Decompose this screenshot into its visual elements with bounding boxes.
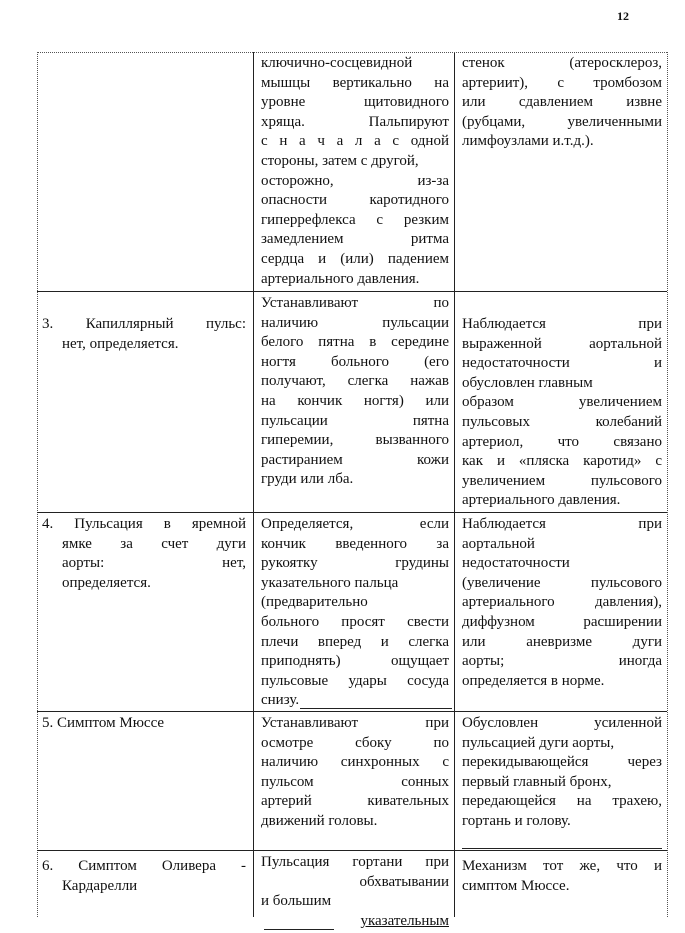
text-line: первый главный бронх,	[462, 773, 612, 790]
row-1-method	[261, 54, 449, 289]
row-3-sign	[42, 515, 246, 593]
text-line: рукоятку грудины	[261, 555, 449, 572]
text-line: артериол, что связано	[462, 433, 662, 450]
row-3-method	[261, 515, 449, 711]
text-line: Устанавливают по	[261, 295, 449, 311]
row-3-meaning	[462, 515, 662, 691]
row-5-method	[261, 853, 449, 931]
text-line: снизу.	[261, 692, 300, 709]
text-line: определяется в норме.	[462, 672, 605, 689]
text-line: приподнять) ощущает	[261, 653, 449, 670]
text-line: нет, определяется.	[62, 335, 179, 352]
text-line: артериального давления.	[462, 492, 621, 509]
text-line: (увеличение пульсового	[462, 574, 662, 591]
text-line: 6. Симптом Оливера -	[42, 858, 246, 874]
underline-rule	[462, 848, 662, 849]
text-line: гиперемии, вызванного	[261, 432, 449, 449]
text-line: ключично-сосцевидной	[261, 55, 413, 71]
text-line: Устанавливают при	[261, 715, 449, 731]
text-line: сердца и (или) падением	[261, 250, 449, 267]
text-line: Пульсация гортани при	[261, 854, 449, 870]
text-line: артериального давления),	[462, 594, 662, 611]
text-line: груди или лба.	[261, 471, 354, 488]
text-line: артериит), с тромбозом	[462, 74, 662, 91]
text-line: осмотре сбоку по	[261, 734, 449, 751]
text-line: аорты: нет,	[62, 555, 246, 572]
text-line: 4. Пульсация в яремной	[42, 516, 246, 532]
text-line: (предварительно	[261, 594, 368, 611]
text-line: ямке за счет дуги	[62, 535, 246, 552]
text-line: гиперрефлекса с резким	[261, 211, 449, 228]
text-line: пульсом сонных	[261, 773, 449, 790]
text-line: образом увеличением	[462, 394, 662, 411]
text-line: недостаточности и	[462, 355, 662, 372]
text-line: стороны, затем с другой,	[261, 152, 419, 169]
text-line: и большим	[261, 893, 332, 910]
row-5-sign	[42, 857, 246, 896]
text-line: Наблюдается при	[462, 316, 662, 332]
text-line: Наблюдается при	[462, 516, 662, 532]
underline-rule	[264, 929, 334, 930]
text-line: артериального давления.	[261, 270, 420, 287]
text-line: хряща. Пальпируют	[261, 113, 449, 130]
column-divider-2	[454, 52, 455, 917]
text-line: гортань и голову.	[462, 812, 571, 829]
text-line: движений головы.	[261, 812, 378, 829]
text-line: наличию пульсации	[261, 314, 449, 331]
row-divider	[37, 291, 667, 292]
text-line: осторожно, из-за	[261, 172, 449, 189]
text-line: уровне щитовидного	[261, 94, 449, 111]
column-divider-1	[253, 52, 254, 917]
text-line: перекидывающейся через	[462, 754, 662, 771]
row-2-meaning	[462, 315, 662, 511]
text-line: пульсацией дуги аорты,	[462, 734, 615, 751]
text-line: аортальной	[462, 535, 535, 552]
row-divider	[37, 711, 667, 712]
text-line: увеличением пульсового	[462, 472, 662, 489]
text-line: 5. Симптом Мюссе	[42, 715, 165, 731]
text-line: ногтя больного (его	[261, 353, 449, 370]
table-border-left	[37, 52, 38, 917]
text-line: растиранием кожи	[261, 451, 449, 468]
row-4-sign	[42, 714, 246, 734]
text-line: с н а ч а л а с одной	[261, 133, 449, 150]
text-line: симптом Мюссе.	[462, 877, 570, 894]
row-2-sign	[42, 315, 246, 354]
text-line: (рубцами, увеличенными	[462, 113, 662, 130]
text-line: получают, слегка нажав	[261, 373, 449, 390]
text-line: кончик введенного за	[261, 535, 449, 552]
text-line: определяется.	[62, 574, 151, 591]
text-line: Обусловлен усиленной	[462, 715, 662, 731]
text-line: мышцы вертикально на	[261, 74, 449, 91]
text-line: белого пятна в середине	[261, 334, 449, 351]
text-line: опасности каротидного	[261, 192, 449, 209]
text-line: наличию синхронных с	[261, 754, 449, 771]
table-top-border	[37, 52, 667, 53]
text-line: передающейся на трахею,	[462, 793, 662, 810]
text-line: пульсовых колебаний	[462, 413, 662, 430]
row-5-meaning	[462, 857, 662, 896]
text-line: Определяется, если	[261, 516, 449, 532]
text-line: артерий кивательных	[261, 793, 449, 810]
row-4-method	[261, 714, 449, 832]
text-line: недостаточности	[462, 555, 570, 572]
text-line: указательным	[360, 912, 449, 929]
table-border-right	[667, 52, 668, 917]
text-line: обусловлен главным	[462, 374, 593, 391]
text-line: замедлением ритма	[261, 231, 449, 248]
text-line: диффузном расширении	[462, 613, 662, 630]
text-line: пульсации пятна	[261, 412, 449, 429]
text-line: аорты; иногда	[462, 653, 662, 670]
text-line: плечи вперед и слегка	[261, 633, 449, 650]
text-line: 3. Капиллярный пульс:	[42, 316, 246, 332]
row-divider	[37, 850, 667, 851]
text-line: или аневризме дуги	[462, 633, 662, 650]
text-line: указательного пальца	[261, 574, 399, 591]
text-line: лимфоузлами и.т.д.).	[462, 133, 594, 150]
row-1-meaning	[462, 54, 662, 152]
text-line: выраженной аортальной	[462, 335, 662, 352]
page-number: 12	[617, 9, 629, 23]
row-4-meaning	[462, 714, 662, 832]
underline-rule	[300, 708, 452, 709]
text-line: как и «пляска каротид» с	[462, 453, 662, 470]
row-2-method	[261, 294, 449, 490]
text-line: больного просят свести	[261, 613, 449, 630]
text-line: Кардарелли	[62, 877, 138, 894]
row-divider	[37, 512, 667, 513]
text-line: Механизм тот же, что и	[462, 858, 662, 874]
text-line: пульсовые удары сосуда	[261, 672, 449, 689]
text-line: на кончик ногтя) или	[261, 392, 449, 409]
text-line: обхватывании	[359, 873, 449, 890]
text-line: стенок (атеросклероз,	[462, 55, 662, 71]
text-line: или сдавлением извне	[462, 94, 662, 111]
